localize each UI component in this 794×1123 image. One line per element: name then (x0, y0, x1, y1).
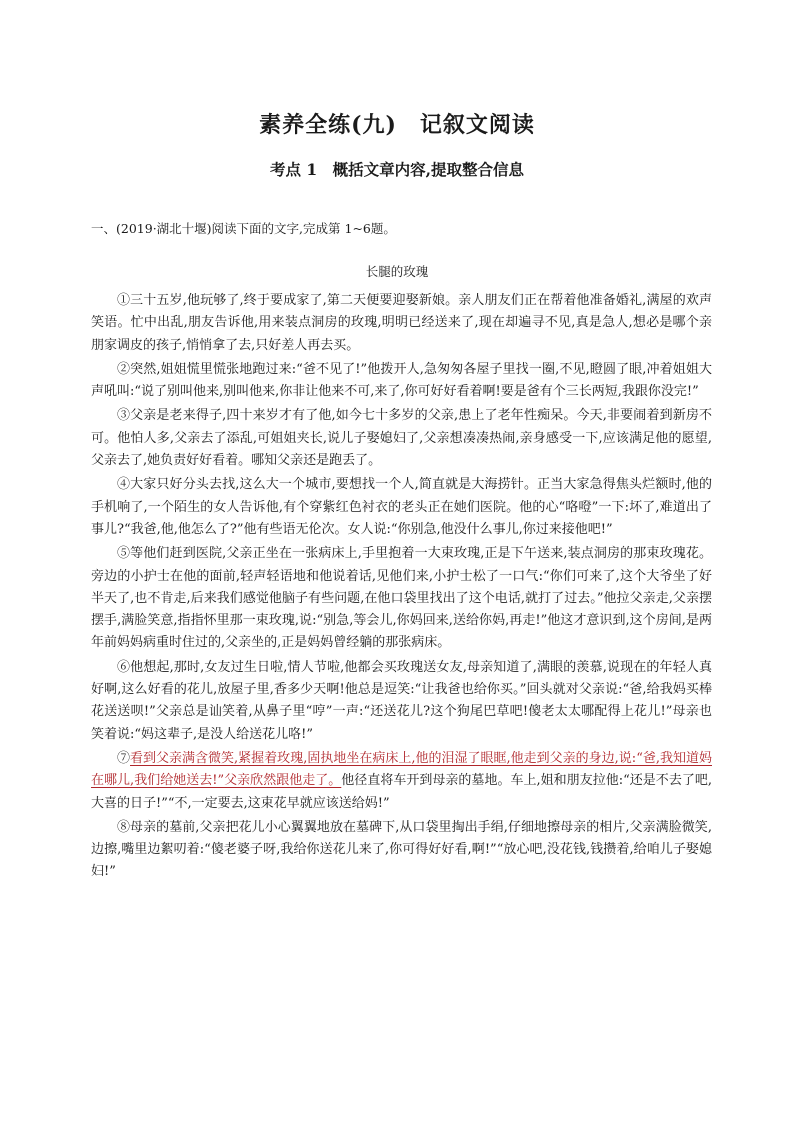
section-subtitle: 考点 1 概括文章内容,提取整合信息 (269, 160, 525, 179)
paragraph-6: ⑥他想起,那时,女友过生日啦,情人节啦,他都会买玫瑰送女友,母亲知道了,满眼的羡慕,说现在的年轻人真好啊,这么好看的花儿,放屋子里,香多少天啊!他总是逗笑:“让我爸也给你买。”回头就对父亲说:“爸,给我妈买棒花送送呗!”父亲总是讪笑着,从鼻子里“哼”一声:“还送花儿?这个狗尾巴草吧!傻老太太哪配得上花儿!”母亲也笑着说:“妈这辈子,是没人给送花儿咯!” (91, 659, 712, 742)
paragraph-7-number: ⑦ (117, 750, 131, 766)
paragraph-1: ①三十五岁,他玩够了,终于要成家了,第二天便要迎娶新娘。亲人朋友们正在帮着他准备婚礼,满屋的欢声笑语。忙中出乱,朋友告诉他,用来装点洞房的玫瑰,明明已经送来了,现在却遍寻不见,真是急人,想必是哪个亲朋家调皮的孩子,悄悄拿了去,只好差人再去买。 (91, 293, 712, 353)
paragraph-2: ②突然,姐姐慌里慌张地跑过来:“爸不见了!”他拨开人,急匆匆各屋子里找一圈,不见,瞪圆了眼,冲着姐姐大声吼叫:“说了别叫他来,别叫他来,你非让他来不可,来了,你可好好看着啊!要是爸有个三长两短,我跟你没完!” (91, 361, 712, 400)
paragraph-7-rest: 他径直将车开到母亲的墓地。车上,姐和朋友拉他:“还是不去了吧,大喜的日子!”“不,一定要去,这束花早就应该送给妈!” (91, 773, 712, 811)
paragraph-5: ⑤等他们赶到医院,父亲正坐在一张病床上,手里抱着一大束玫瑰,正是下午送来,装点洞房的那束玫瑰花。旁边的小护士在他的面前,轻声轻语地和他说着话,见他们来,小护士松了一口气:“你们可来了,这个大爷坐了好半天了,也不肯走,后来我们感觉他脑子有些问题,在他口袋里找出了这个电话,就打了过去。”他拉父亲走,父亲摆摆手,满脸笑意,指指怀里那一束玫瑰,说:“别急,等会儿,你妈回来,送给你妈,再走!”他这才意识到,这个房间,是两年前妈妈病重时住过的,父亲坐的,正是妈妈曾经躺的那张病床。 (91, 546, 712, 651)
paragraph-4: ④大家只好分头去找,这么大一个城市,要想找一个人,简直就是大海捞针。正当大家急得焦头烂额时,他的手机响了,一个陌生的女人告诉他,有个穿紫红色衬衣的老头正在她们医院。他的心“咯噔”一下:坏了,难道出了事儿?“我爸,他,他怎么了?”他有些语无伦次。女人说:“你别急,他没什么事儿,你过来接他吧!” (91, 477, 712, 537)
story-title: 长腿的玫瑰 (365, 264, 429, 279)
paragraph-7 (91, 748, 712, 815)
story-body (91, 290, 712, 886)
paragraph-8: ⑧母亲的墓前,父亲把花儿小心翼翼地放在墓碑下,从口袋里掏出手绢,仔细地擦母亲的相片,父亲满脸微笑,边擦,嘴里边絮叨着:“傻老婆子呀,我给你送花儿来了,你可得好好看,啊!”“放心吧,没花钱,钱攒着,给咱儿子娶媳妇!” (91, 819, 712, 880)
question-intro: 一、(2019·湖北十堰)阅读下面的文字,完成第 1~6题。 (91, 221, 396, 236)
underlined-highlight-sentence: 看到父亲满含微笑,紧握着玫瑰,固执地坐在病床上,他的泪湿了眼眶,他走到父亲的身边,说:“爸,我知道妈在哪儿,我们给她送去!”父亲欣然跟他走了。 (91, 750, 712, 789)
page-title: 素养全练(九) 记叙文阅读 (259, 112, 535, 138)
paragraph-3: ③父亲是老来得子,四十来岁才有了他,如今七十多岁的父亲,患上了老年性痴呆。今天,非要闹着到新房不可。他怕人多,父亲去了添乱,可姐姐夹长,说儿子娶媳妇了,父亲想凑凑热闹,亲身感受一下,应该满足他的愿望,父亲去了,她负责好好看着。哪知父亲还是跑丢了。 (91, 408, 712, 469)
